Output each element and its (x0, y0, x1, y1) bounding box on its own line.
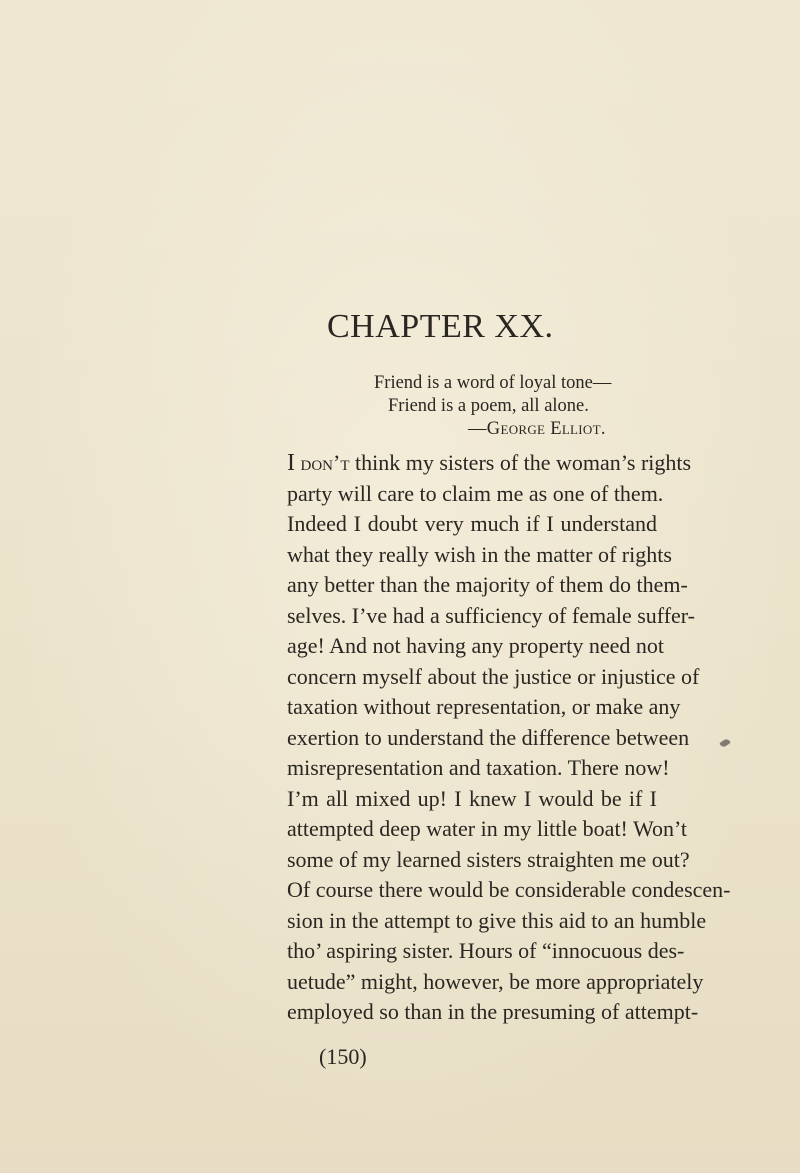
body-line-1 (287, 448, 692, 479)
body-line-10: exertion to understand the difference between (287, 724, 690, 750)
page-number: (150) (319, 1044, 367, 1069)
body-line-11: misrepresentation and taxation. There now! (287, 755, 670, 780)
body-line-4: what they really wish in the matter of rights (287, 541, 672, 567)
body-line-9: taxation without representation, or make any (287, 694, 681, 719)
body-line-14: some of my learned sisters straighten me out? (287, 846, 690, 872)
body-line-15: Of course there would be considerable condescen- (287, 877, 731, 902)
body-line-3: Indeed I doubt very much if I understand (287, 511, 657, 536)
epigraph-attribution: —George Elliot. (468, 419, 606, 439)
margin-ink-mark (719, 738, 731, 749)
body-line-18: uetude” might, however, be more appropriately (287, 968, 704, 994)
lead-small-caps: don’t (295, 450, 350, 475)
lead-capital: I (287, 450, 295, 476)
body-line-8: concern myself about the justice or injustice of (287, 663, 700, 689)
body-line-2: party will care to claim me as one of them. (287, 480, 664, 506)
epigraph-line-2: Friend is a poem, all alone. (388, 396, 589, 416)
body-line-6: selves. I’ve had a sufficiency of female suffer- (287, 602, 696, 628)
body-line-13: attempted deep water in my little boat! Won’t (287, 816, 688, 841)
body-line-17: tho’ aspiring sister. Hours of “innocuous des- (287, 938, 685, 963)
body-line-19: employed so than in the presuming of attempt- (287, 999, 699, 1024)
body-line-5: any better than the majority of them do them- (287, 572, 688, 597)
epigraph-line-1: Friend is a word of loyal tone— (374, 373, 612, 393)
body-line-7: age! And not having any property need not (287, 633, 664, 658)
chapter-title: CHAPTER XX. (327, 308, 554, 345)
body-line-12: I’m all mixed up! I knew I would be if I (287, 785, 657, 811)
first-line-rest: think my sisters of the woman’s rights (349, 450, 692, 475)
body-line-16: sion in the attempt to give this aid to an humble (287, 907, 707, 933)
chapter-body (287, 448, 731, 1028)
